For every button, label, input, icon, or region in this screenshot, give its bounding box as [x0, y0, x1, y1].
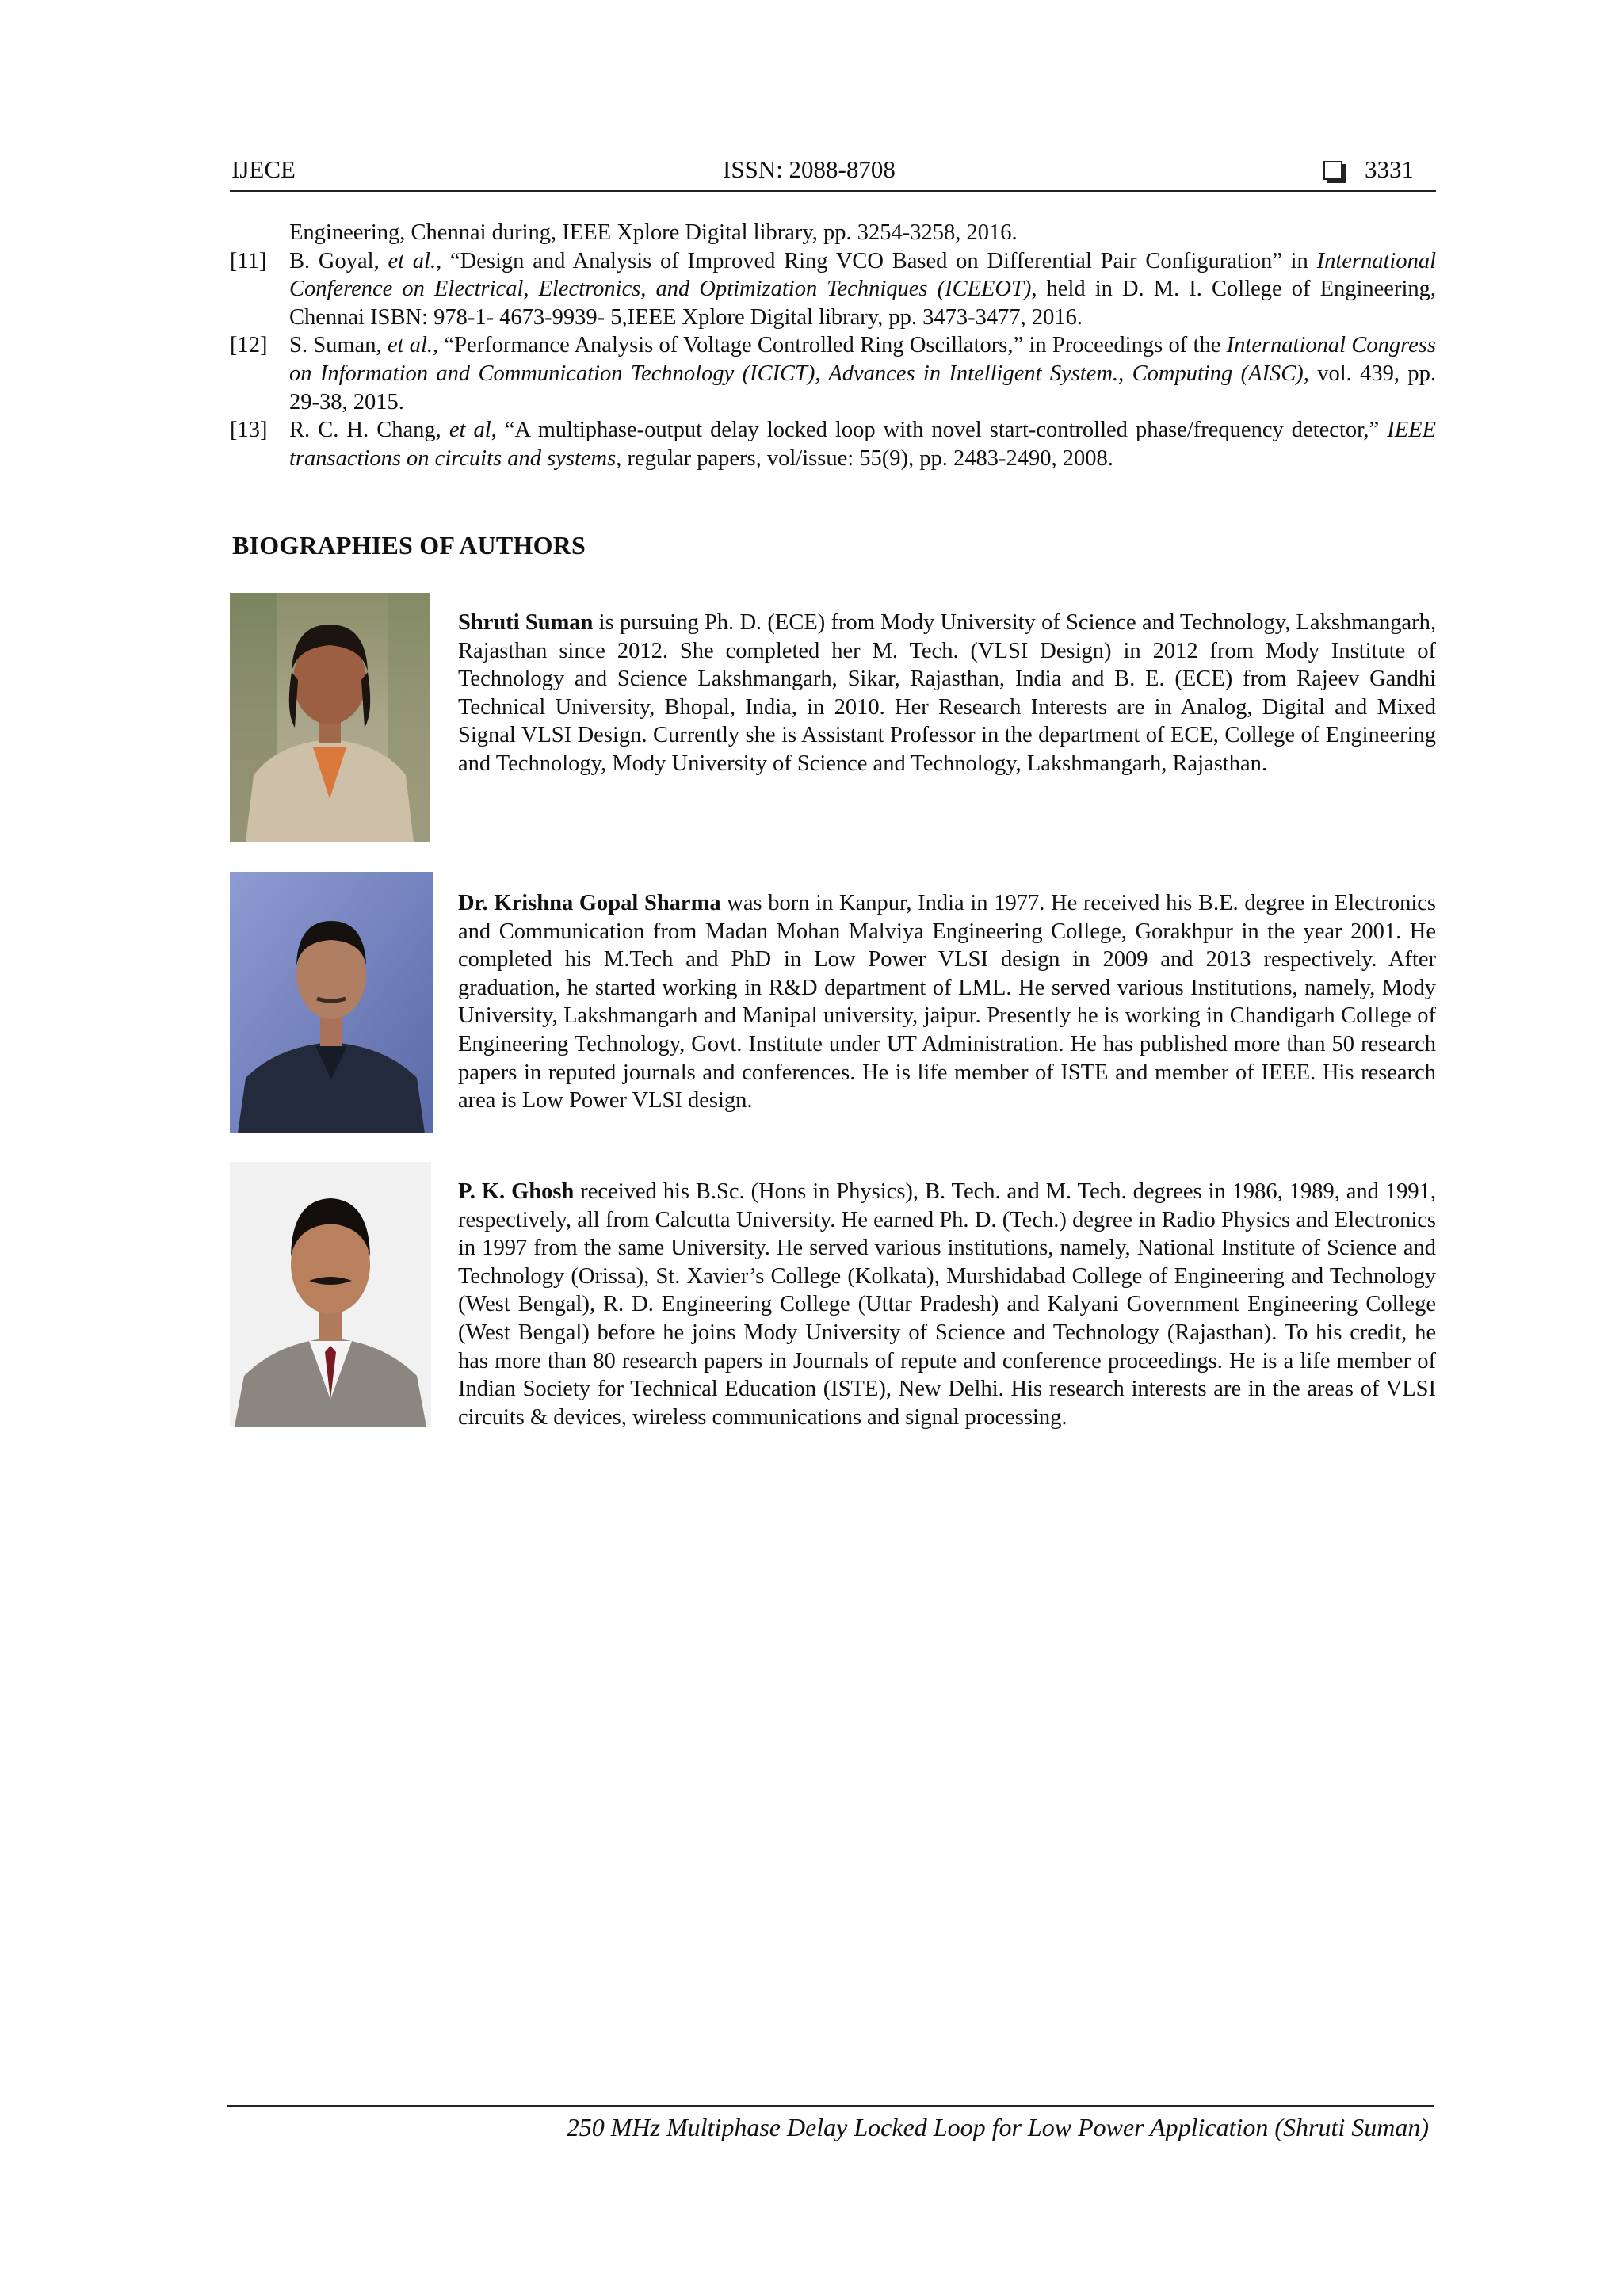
author-bio-1 [230, 593, 1436, 843]
author-name: Shruti Suman [458, 610, 594, 635]
reference-text: S. Suman, et al., “Performance Analysis of Voltage Controlled Ring Oscillators,” in Proceedings of the International Congress on Information and Communication Technology (ICICT), Advances in Intelligent System., Computing (AISC), vol. 439, pp. 29-38, 2015. [289, 333, 1436, 415]
author-bio-text: Shruti Suman is pursuing Ph. D. (ECE) from Mody University of Science and Technology, Lakshmangarh, Rajasthan since 2012. She completed her M. Tech. (VLSI Design) in 2012 from Mody Institute of Technology and Science Lakshmangarh, Sikar, Rajasthan, India and B. E. (ECE) from Rajeev Gandhi Technical University, Bhopal, India, in 2010. Her Research Interests are in Analog, Digital and Mixed Signal VLSI Design. Currently she is Assistant Professor in the department of ECE, College of Engineering and Technology, Mody University of Science and Technology, Lakshmangarh, Rajasthan. [458, 610, 1436, 776]
author-photo-pk-ghosh [230, 1162, 431, 1427]
reference-12 [230, 331, 1436, 416]
author-name: P. K. Ghosh [458, 1179, 575, 1204]
author-photo-shruti-suman [230, 593, 430, 842]
section-title: BIOGRAPHIES OF AUTHORS [232, 531, 586, 560]
reference-text: Engineering, Chennai during, IEEE Xplore Digital library, pp. 3254-3258, 2016. [289, 220, 1018, 245]
author-bio-text: P. K. Ghosh received his B.Sc. (Hons in Physics), B. Tech. and M. Tech. degrees in 1986, 1989, and 1991, respectively, all from Calcutta University. He earned Ph. D. (Tech.) degree in Radio Physics and Electronics in 1997 from the same University. He served various institutions, namely, National Institute of Science and Technology (Orissa), St. Xavier’s College (Kolkata), Murshidabad College of Engineering and Technology (West Bengal), R. D. Engineering College (Uttar Pradesh) and Kalyani Government Engineering College (West Bengal) before he joins Mody University of Science and Technology (Rajasthan). To his credit, he has more than 80 research papers in Journals of repute and conference proceedings. He is a life member of Indian Society for Technical Education (ISTE), New Delhi. His research interests are in the areas of VLSI circuits & devices, wireless communications and signal processing. [458, 1179, 1436, 1430]
running-title: 250 MHz Multiphase Delay Locked Loop for Low Power Application (Shruti Suman) [566, 2113, 1429, 2141]
page-number: 3331 [1365, 155, 1414, 183]
journal-name: IJECE [231, 155, 296, 183]
checkbox-square-icon [1323, 161, 1342, 180]
reference-number: [11] [230, 248, 267, 273]
reference-11 [230, 247, 1436, 332]
reference-13 [230, 416, 1436, 472]
author-name: Dr. Krishna Gopal Sharma [458, 891, 721, 915]
references-list [230, 219, 1436, 472]
reference-number: [13] [230, 418, 268, 443]
reference-10-tail [230, 219, 1436, 247]
author-bio-3 [230, 1162, 1436, 1430]
author-bio-2 [230, 872, 1436, 1133]
author-bio-text: Dr. Krishna Gopal Sharma was born in Kanpur, India in 1977. He received his B.E. degree in Electronics and Communication from Madan Mohan Malviya Engineering College, Gorakhpur in the year 2001. He completed his M.Tech and PhD in Low Power VLSI design in 2009 and 2013 respectively. After graduation, he started working in R&D department of LML. He served various Institutions, namely, Mody University, Lakshmangarh and Manipal university, jaipur. Presently he is working in Chandigarh College of Engineering Technology, Govt. Institute under UT Administration. He has published more than 50 research papers in reputed journals and conferences. He is life member of ISTE and member of IEEE. His research area is Low Power VLSI design. [458, 891, 1437, 1114]
author-photo-krishna-gopal-sharma [230, 872, 433, 1133]
reference-text: B. Goyal, et al., “Design and Analysis of Improved Ring VCO Based on Differential Pair Configuration” in International Conference on Electrical, Electronics, and Optimization Techniques (ICEEOT), held in D. M. I. College of Engineering, Chennai ISBN: 978-1- 4673-9939- 5,IEEE Xplore Digital library, pp. 3473-3477, 2016. [289, 248, 1436, 330]
reference-text: R. C. H. Chang, et al, “A multiphase-output delay locked loop with novel start-controlled phase/frequency detector,” IEEE transactions on circuits and systems, regular papers, vol/issue: 55(9), pp. 2483-2490, 2008. [289, 418, 1436, 471]
issn: ISSN: 2088-8708 [723, 155, 896, 183]
reference-number: [12] [230, 333, 268, 358]
page-footer [227, 2105, 1434, 2142]
page-number-group [1323, 155, 1414, 184]
page-header [230, 155, 1436, 192]
